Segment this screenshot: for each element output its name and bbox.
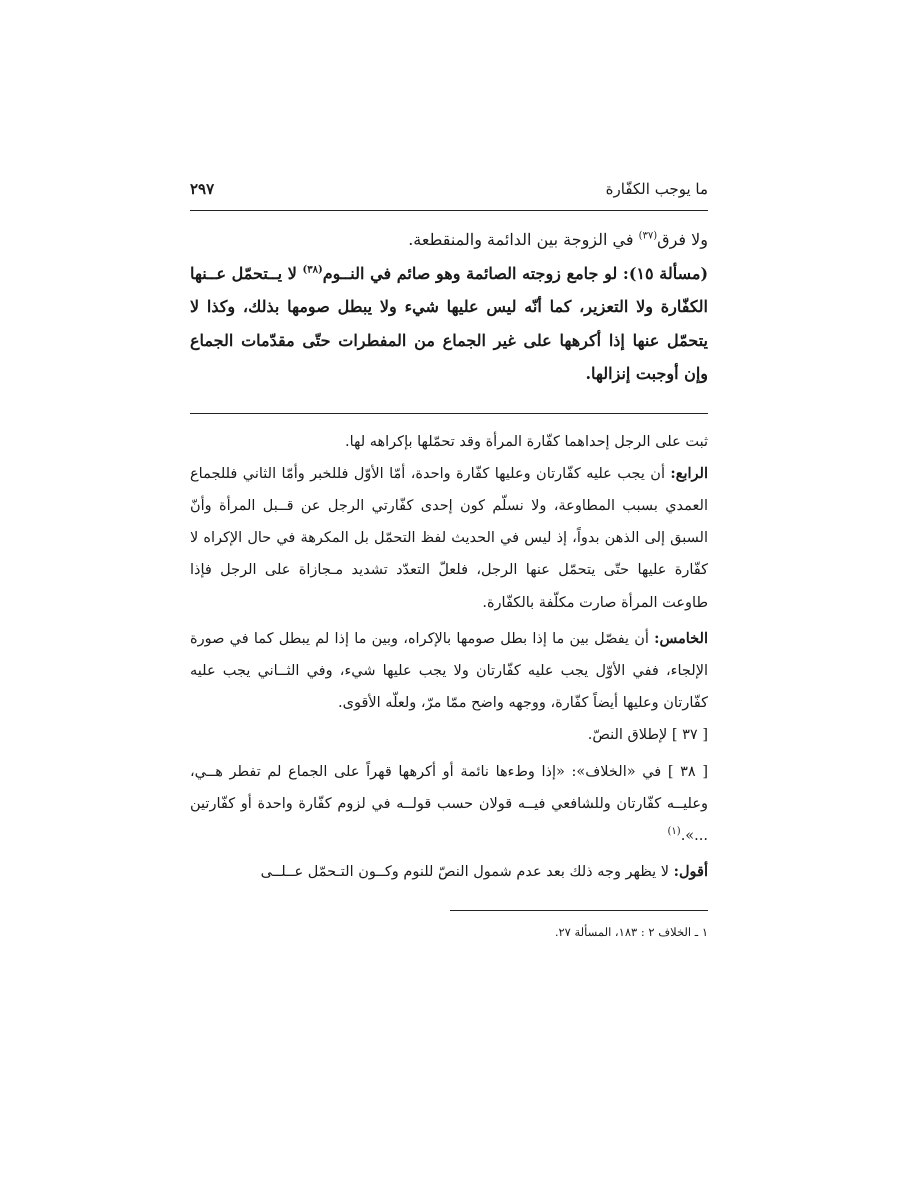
paragraph-text: [ ٣٨ ] في «الخلاف»: «إذا وطءها نائمة أو أكرهها قهراً على الجماع لم تفطر هــي، وعليــه كفّارتان وللشافعي فيــه قولان حسب قولــه في لزوم كفّارة واحدة أو كفّارتين ...».	[190, 763, 708, 844]
paragraph-text: لا يظهر وجه ذلك بعد عدم شمول النصّ للنوم وكــون التـحمّل عــلــى	[260, 864, 674, 881]
paragraph-text: أن يجب عليه كفّارتان وعليها كفّارة واحدة، أمّا الأوّل فللخبر وأمّا الثاني فللجماع العمدي بسبب المطاوعة، ولا نسلّم كون إحدى كفّارتي الرجل عن قــبل المرأة وأنّ السبق إلى الذهن بدواً، إذ ليس في الحديث لفظ التحمّل بل المكرهة في حال الإكراه لا كفّارة عليها حتّى يتحمّل عنها الرجل، فلعلّ التعدّد تشديد مـجازاة على الرجل فإذا طاوعت المرأة صارت مكلّفة بالكفّارة.	[190, 465, 708, 611]
chapter-title: ما يوجب الكفّارة	[605, 180, 708, 198]
main-text-segment: ولا فرق	[657, 230, 708, 249]
issue-15-paragraph	[190, 257, 708, 391]
running-header	[190, 180, 708, 211]
issue-text: لو جامع زوجته الصائمة وهو صائم في النــوم	[322, 263, 623, 283]
footnote-reference-1: (١)	[667, 826, 681, 838]
commentary-paragraph	[190, 458, 708, 619]
commentary-reference-38: (٣٨)	[302, 264, 323, 276]
issue-text: لا يــتحمّل عــنها الكفّارة ولا التعزير، كما أنّه ليس عليها شيء ولا يبطل صومها بذلك، وكذا لا يتحمّل عنها إذا أكرهها على غير الجماع من المفطرات حتّى مقدّمات الجماع وإن أوجبت إنزالها.	[190, 263, 708, 383]
paragraph-lead: الرابع:	[670, 464, 708, 482]
commentary-paragraph: ثبت على الرجل إحداهما كفّارة المرأة وقد تحمّلها بإكراهه لها.	[344, 433, 708, 450]
commentary-section	[190, 426, 708, 889]
main-text	[190, 223, 708, 391]
main-text-segment: في الزوجة بين الدائمة والمنقطعة.	[408, 230, 639, 249]
paragraph-lead: أقول:	[673, 863, 708, 881]
text-commentary-divider	[190, 413, 708, 414]
book-page	[190, 180, 708, 941]
page-number: ٢٩٧	[190, 180, 215, 198]
commentary-paragraph	[190, 623, 708, 720]
paragraph-text: أن يفصّل بين ما إذا بطل صومها بالإكراه، وبين ما إذا لم يبطل كما في صورة الإلجاء، ففي الأوّل يجب عليه كفّارتان ولا يجب عليها شيء، وفي الثــاني يجب عليه كفّارتان وعليها أيضاً كفّارة، ووجهه واضح ممّا مرّ، ولعلّه الأقوى.	[190, 630, 708, 712]
paragraph-lead: الخامس:	[654, 629, 708, 647]
commentary-note-37: [ ٣٧ ] لإطلاق النصّ.	[587, 727, 708, 744]
footnote-1: ١ ـ الخلاف ٢ : ١٨٣، المسألة ٢٧.	[554, 925, 708, 940]
main-paragraph-1	[190, 223, 708, 257]
commentary-note-38	[190, 756, 708, 853]
commentary-paragraph	[190, 856, 708, 888]
footnote-divider	[450, 910, 708, 911]
commentary-reference-37: (٣٧)	[638, 230, 658, 242]
issue-label: (مسألة ١٥):	[622, 263, 709, 283]
